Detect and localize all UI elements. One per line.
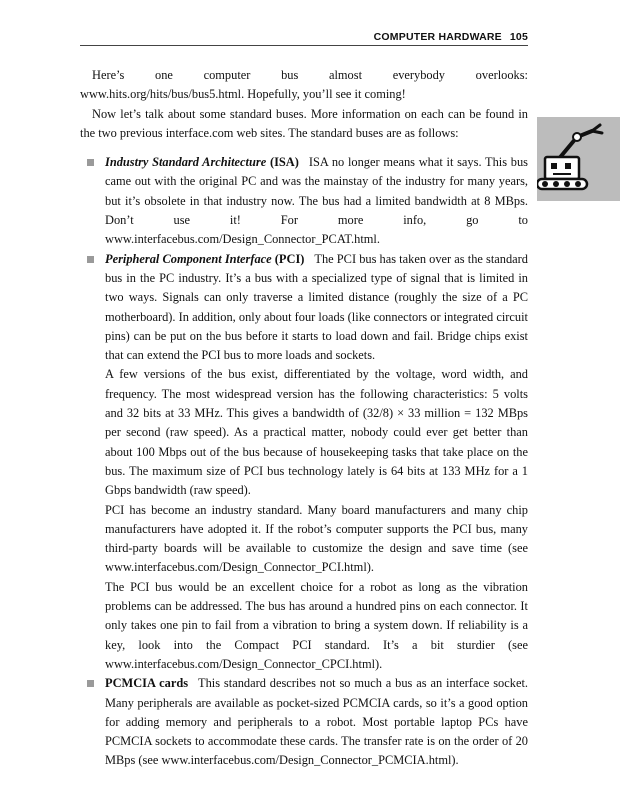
intro-paragraph-2: Now let’s talk about some standard buses. More information on each can be found in the two previous interface.com web sites. The standard buses are as follows: <box>80 106 528 140</box>
pci-term: Peripheral Component Interface <box>105 251 272 266</box>
pci-paragraph-2: A few versions of the bus exist, differentiated by the voltage, word width, and frequency. The most widespread version has the following characteristics: 5 volts and 32 bits at 33 MHz. This gives a bandwidth of (32/8) × 33 million = 132 MBps per second (raw speed). As a practical matter, nobody could ever get better than about 100 Mbps out of the bus because of housekeeping tasks that take place on the bus. The maximum size of PCI bus technology lately is 64 bits at 133 MHz for a 1 Gbps bandwidth (raw speed). <box>105 367 528 498</box>
page-number: 105 <box>509 31 528 43</box>
header-rule <box>80 45 528 46</box>
pcmcia-paragraph <box>105 674 528 770</box>
running-header <box>80 31 528 43</box>
bus-list <box>80 153 528 771</box>
robot-icon <box>537 117 620 201</box>
pci-paragraph-1 <box>105 250 528 366</box>
isa-term: Industry Standard Architecture <box>105 155 267 170</box>
header-title: COMPUTER HARDWARE <box>373 31 502 43</box>
pci-text-1: The PCI bus has taken over as the standard bus in the PC industry. It’s a bus with a specialized type of signal that is limited in two ways. Signals can only traverse a limited distance (roughly the size of a PC motherboard). In addition, only about four loads (like connectors or integrated circuit pins) can be put on the bus before it starts to load down and fail. Bridge chips exist that can extend the PCI bus to more loads and sockets. <box>105 251 528 363</box>
isa-text: ISA no longer means what it says. This bus came out with the original PC and was the mainstay of the industry for many years, but it’s obsolete in that industry now. The bus had a limited bandwidth at 8 MBps. Don’t use it! For more info, go to www.interfacebus.com/Design_Connector_PCAT.html. <box>105 155 528 247</box>
pcmcia-text: This standard describes not so much a bus as an interface socket. Many peripherals are available as pocket-sized PCMCIA cards, so it’s a good option for adding memory and peripherals to a robot. Most portable laptop PCs have PCMCIA sockets to accommodate these cards. The transfer rate is on the order of 20 MBps (see www.interfacebus.com/Design_Connector_PCMCIA.html). <box>105 676 528 768</box>
pcmcia-term: PCMCIA cards <box>105 676 189 691</box>
bullet-square <box>87 256 94 263</box>
pci-paragraph-3: PCI has become an industry standard. Many board manufacturers and many chip manufacturers have adopted it. If the robot’s computer supports the PCI bus, many third-party boards will be available to customize the design and save time (see www.interfacebus.com/Design_Connector_PCI.html). <box>105 502 528 575</box>
list-item-pci <box>80 250 528 675</box>
pci-abbr: (PCI) <box>274 251 305 266</box>
isa-paragraph <box>105 153 528 249</box>
chapter-thumb-tab <box>537 117 620 201</box>
isa-abbr: (ISA) <box>269 155 299 170</box>
bullet-square <box>87 680 94 687</box>
list-item-isa <box>80 153 528 249</box>
bullet-square <box>87 159 94 166</box>
pci-paragraph-4: The PCI bus would be an excellent choice for a robot as long as the vibration problems can be addressed. The bus has around a hundred pins on each connector. It only takes one pin to fail from a vibration to bring a system down. If reliability is a key, look into the Compact PCI standard. It’s a bit sturdier (see www.interfacebus.com/Design_Connector_CPCI.html). <box>105 579 528 671</box>
intro-paragraph-1: Here’s one computer bus almost everybody overlooks: www.hits.org/hits/bus/bus5.html. Hopefully, you’ll see it coming! <box>80 68 528 102</box>
list-item-pcmcia <box>80 674 528 770</box>
page-body <box>80 66 528 771</box>
